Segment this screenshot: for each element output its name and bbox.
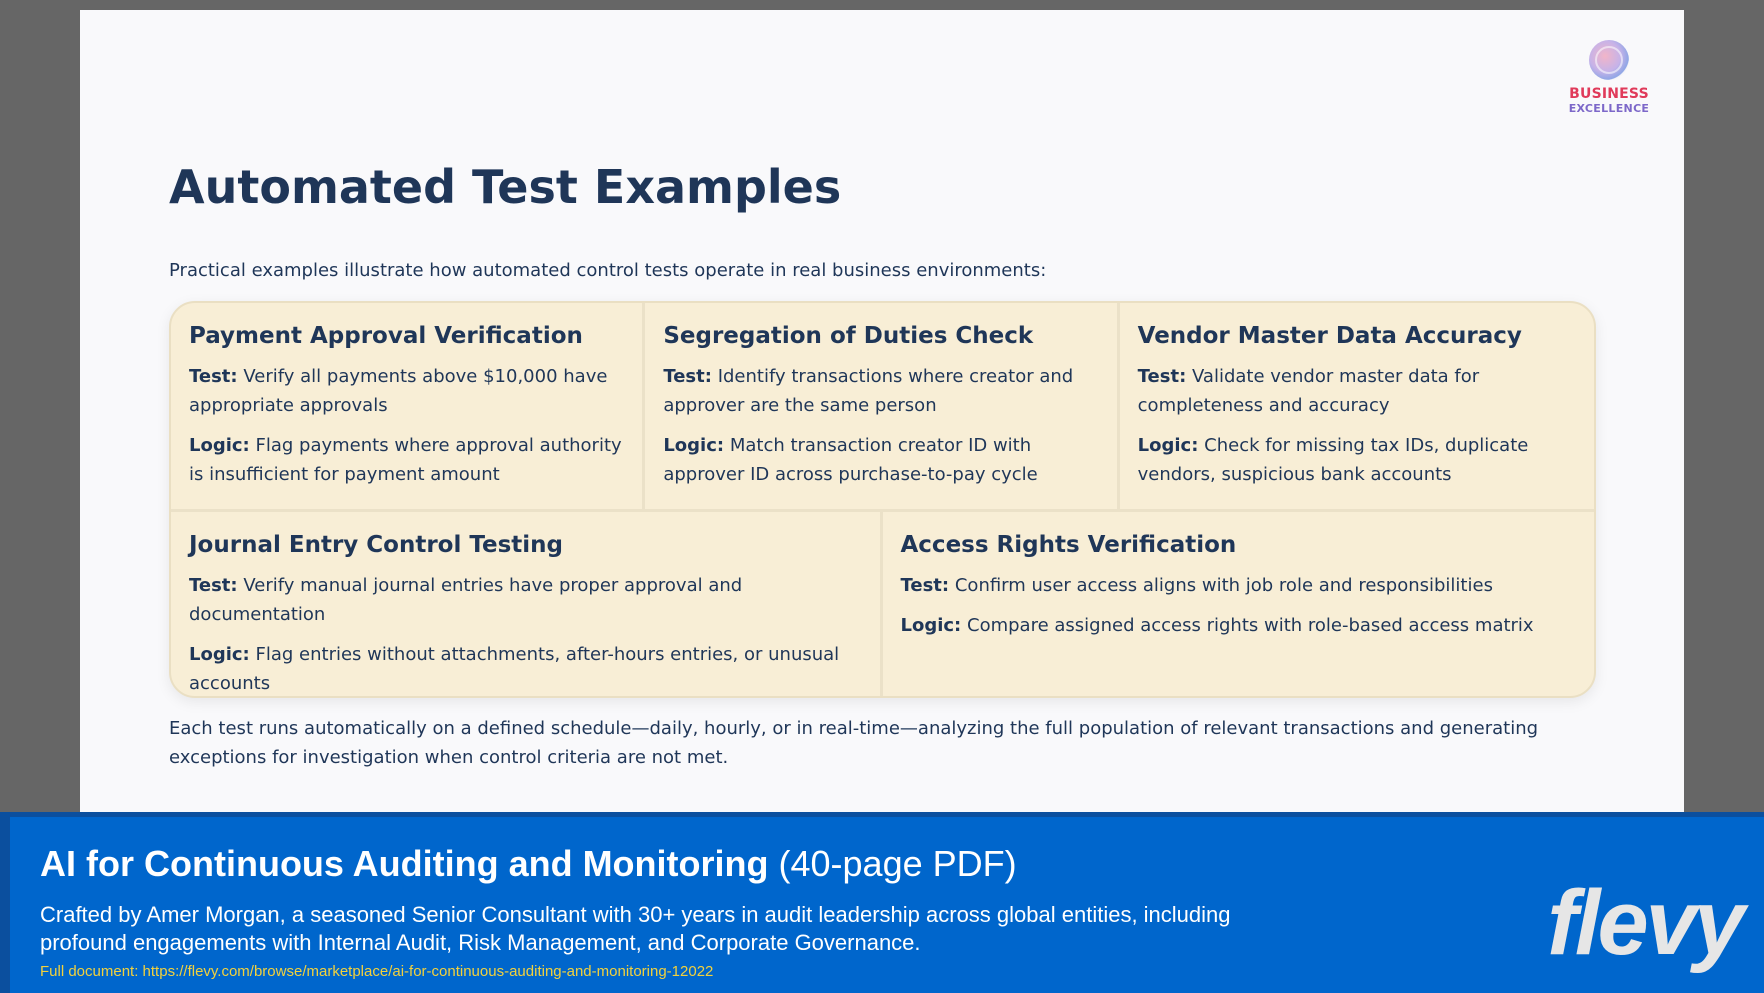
card-title: Access Rights Verification <box>900 532 1237 558</box>
document-page-count: (40-page PDF) <box>768 843 1017 884</box>
card-test <box>901 571 1577 600</box>
card-test <box>1138 362 1576 420</box>
footer-accent-bar <box>0 817 10 993</box>
logic-text: Flag payments where approval authority is insufficient for payment amount <box>189 435 622 485</box>
test-text: Verify manual journal entries have proper approval and documentation <box>189 575 743 625</box>
test-label: Test: <box>1137 366 1187 387</box>
test-label: Test: <box>900 575 950 596</box>
logic-label: Logic: <box>900 615 962 636</box>
test-label: Test: <box>663 366 712 387</box>
card-title: Journal Entry Control Testing <box>189 532 564 558</box>
outro-text: Each test runs automatically on a defined schedule—daily, hourly, or in real-time—analyzing the full population of relevant transactions and generating exceptions for investigation when control criteria are not met. <box>169 718 1539 768</box>
test-text: Validate vendor master data for completeness and accuracy <box>1137 366 1480 416</box>
card-logic <box>189 431 624 489</box>
test-label: Test: <box>189 366 238 387</box>
test-text: Identify transactions where creator and approver are the same person <box>663 366 1074 416</box>
flevy-logo[interactable]: flevy <box>1547 872 1742 974</box>
test-text: Verify all payments above $10,000 have appropriate approvals <box>189 366 608 416</box>
card-test <box>663 362 1098 420</box>
test-label: Test: <box>189 575 238 596</box>
logic-label: Logic: <box>189 435 250 456</box>
logic-label: Logic: <box>1137 435 1199 456</box>
test-examples-grid <box>169 301 1596 698</box>
logic-label: Logic: <box>663 435 725 456</box>
logo-line1: BUSINESS <box>1569 86 1649 102</box>
page-title: Automated Test Examples <box>169 160 842 214</box>
card-title: Payment Approval Verification <box>189 323 583 349</box>
logic-text: Check for missing tax IDs, duplicate vendors, suspicious bank accounts <box>1137 435 1529 485</box>
logo-line2: EXCELLENCE <box>1568 102 1650 115</box>
fingerprint-icon <box>1589 40 1629 80</box>
slide <box>80 10 1684 812</box>
card-logic <box>1138 431 1576 489</box>
grid-row-2 <box>171 512 1594 698</box>
card-logic <box>189 640 862 698</box>
card-logic <box>663 431 1098 489</box>
footer-banner <box>0 812 1764 993</box>
card-access-rights <box>883 512 1595 698</box>
card-logic <box>901 611 1577 640</box>
footer-description: Crafted by Amer Morgan, a seasoned Senior Consultant with 30+ years in audit leadership across global entities, including profound engagements with Internal Audit, Risk Management, and Corporate Governance. <box>40 902 1231 955</box>
card-test <box>189 571 862 629</box>
footer-title <box>40 843 1017 885</box>
document-link[interactable]: Full document: https://flevy.com/browse/marketplace/ai-for-continuous-auditing-and-monitoring-12022 <box>40 963 714 980</box>
card-segregation-of-duties <box>645 303 1119 509</box>
card-title: Vendor Master Data Accuracy <box>1137 323 1522 349</box>
card-test <box>189 362 624 420</box>
logic-text: Flag entries without attachments, after-hours entries, or unusual accounts <box>189 644 840 694</box>
intro-text: Practical examples illustrate how automated control tests operate in real business environments: <box>169 260 1047 281</box>
card-payment-approval <box>171 303 645 509</box>
logic-label: Logic: <box>189 644 250 665</box>
business-excellence-logo <box>1564 40 1654 115</box>
card-title: Segregation of Duties Check <box>663 323 1034 349</box>
grid-row-1 <box>171 303 1594 512</box>
logic-text: Match transaction creator ID with approver ID across purchase-to-pay cycle <box>663 435 1038 485</box>
document-title: AI for Continuous Auditing and Monitoring <box>40 843 769 884</box>
card-journal-entry <box>171 512 883 698</box>
card-vendor-master-data <box>1120 303 1594 509</box>
test-text: Confirm user access aligns with job role and responsibilities <box>954 575 1493 596</box>
logic-text: Compare assigned access rights with role-based access matrix <box>967 615 1534 636</box>
